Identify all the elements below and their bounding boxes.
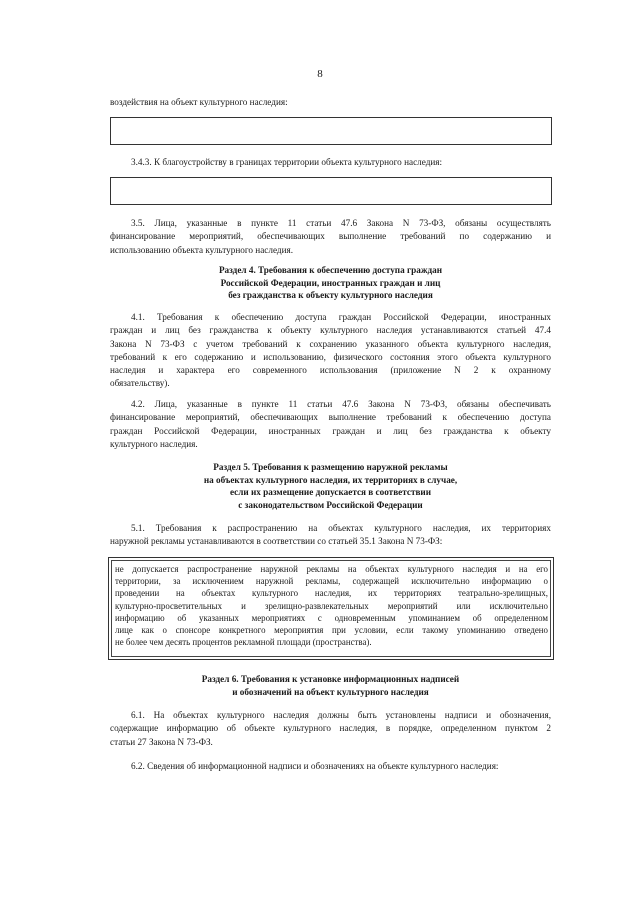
paragraph-line: использованию объекта культурного наследия.	[110, 244, 294, 255]
empty-field-box-1	[110, 117, 552, 145]
heading-line: без гражданства к объекту культурного наследия	[228, 290, 433, 301]
heading-line: Раздел 4. Требования к обеспечению доступа граждан	[218, 265, 443, 275]
page-number: 8	[317, 68, 323, 80]
paragraph-4-2	[110, 398, 551, 451]
box-line: не более чем десять процентов рекламной площади (пространства).	[115, 637, 372, 648]
paragraph-line: граждан Российской Федерации, иностранных граждан и лиц без гражданства к объекту	[110, 425, 551, 436]
heading-line: Раздел 6. Требования к установке информационных надписей	[201, 674, 460, 684]
heading-line: если их размещение допускается в соответствии	[229, 487, 432, 498]
heading-line: Раздел 5. Требования к размещению наружной рекламы	[213, 462, 448, 472]
advertising-restriction-inner-frame	[111, 560, 551, 657]
heading-line: на объектах культурного наследия, их территориях в случае,	[203, 474, 458, 485]
paragraph-line: наследия и характера его современного использования (приложение N 2 к охранному	[110, 365, 551, 376]
box-line: лице как о спонсоре конкретного мероприятия при условии, если такому упоминанию отведено	[115, 625, 548, 636]
paragraph-line: статьи 27 Закона N 73-ФЗ.	[110, 736, 213, 747]
paragraph-line: обязательству).	[110, 378, 170, 389]
empty-field-box-2	[110, 177, 552, 205]
paragraph-line: 4.1. Требования к обеспечению доступа граждан Российской Федерации, иностранных	[131, 312, 551, 322]
paragraph-line: граждан и лиц без гражданства к объекту культурного наследия устанавливаются статьей 47.4	[110, 325, 551, 336]
paragraph-line: финансирование мероприятий, обеспечивающих выполнение требований по содержанию и	[110, 231, 551, 242]
continuation-line: воздействия на объект культурного наследия:	[110, 97, 288, 107]
paragraph-6-2: 6.2. Сведения об информационной надписи и обозначениях на объекте культурного наследия:	[131, 761, 499, 771]
paragraph-4-1	[110, 311, 551, 391]
box-line: территории, за исключением наружной рекламы, содержащей исключительно информацию о	[115, 576, 548, 587]
advertising-restriction-box	[108, 557, 554, 660]
heading-line: с законодательством Российской Федерации	[238, 500, 423, 511]
paragraph-line: 3.5. Лица, указанные в пункте 11 статьи 47.6 Закона N 73-ФЗ, обязаны осуществлять	[131, 218, 551, 228]
paragraph-3-4-3: 3.4.3. К благоустройству в границах территории объекта культурного наследия:	[131, 157, 443, 167]
paragraph-line: 5.1. Требования к распространению на объектах культурного наследия, их территориях	[131, 523, 551, 533]
paragraph-line: содержащие информацию об объекте культурного наследия, в порядке, определенном пунктом 2	[110, 723, 551, 734]
section-6-heading	[110, 673, 551, 698]
heading-line: Российской Федерации, иностранных граждан и лиц	[220, 277, 441, 288]
box-line: культурно-просветительных и зрелищно-развлекательных мероприятий или исключительно	[115, 600, 548, 611]
paragraph-5-1	[110, 522, 551, 549]
paragraph-3-5	[110, 217, 551, 257]
paragraph-line: Закона N 73-ФЗ с учетом требований к сохранению указанного объекта культурного наследия,	[110, 338, 551, 349]
paragraph-line: требований к его содержанию и использованию, физического состояния этого объекта культурного	[110, 351, 551, 362]
section-4-heading	[110, 264, 551, 302]
paragraph-line: финансирование мероприятий, обеспечивающих выполнение требований к обеспечению доступа	[110, 412, 551, 423]
heading-line: и обозначений на объект культурного наследия	[232, 686, 429, 697]
paragraph-6-1	[110, 709, 551, 749]
box-line: не допускается распространение наружной рекламы на объектах культурного наследия и на его	[115, 564, 548, 574]
paragraph-line: 6.1. На объектах культурного наследия должны быть установлены надписи и обозначения,	[131, 710, 551, 720]
box-line: проведении на объектах культурного наследия, их территориях театрально-зрелищных,	[115, 588, 548, 599]
paragraph-line: наружной рекламы устанавливаются в соответствии со статьей 35.1 Закона N 73-ФЗ:	[110, 536, 443, 547]
box-line: информацию об указанных мероприятиях с одновременным упоминанием об определенном	[115, 612, 548, 623]
paragraph-line: культурного наследия.	[110, 438, 198, 449]
paragraph-line: 4.2. Лица, указанные в пункте 11 статьи 47.6 Закона N 73-ФЗ, обязаны обеспечивать	[131, 399, 551, 409]
section-5-heading	[110, 461, 551, 512]
